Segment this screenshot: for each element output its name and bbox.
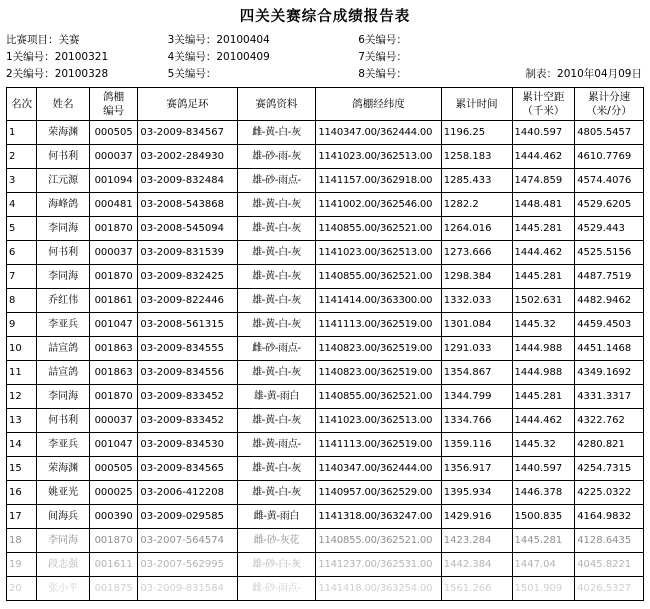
- cell-speed: 4574.4076: [575, 169, 644, 193]
- table-row: [7, 169, 644, 193]
- meta-stage6-label: 6关编号：: [358, 34, 407, 46]
- cell-loft: 000037: [89, 409, 138, 433]
- col-header-loft-line2: 编号: [103, 105, 125, 117]
- meta-stage5-label: 5关编号：: [167, 68, 217, 80]
- table-row: [7, 217, 644, 241]
- table-row: [7, 289, 644, 313]
- cell-info: 雄-黄-雨点-: [237, 433, 316, 457]
- table-row: [7, 121, 644, 145]
- meta-maker-value: 2010年04月09日: [557, 68, 642, 80]
- cell-distance: 1446.378: [512, 481, 575, 505]
- cell-name: 荣海渊: [37, 121, 90, 145]
- cell-distance: 1445.281: [512, 265, 575, 289]
- cell-loft: 001870: [89, 529, 138, 553]
- meta-info-block: [6, 32, 644, 83]
- meta-stage1: [6, 49, 168, 66]
- table-row: [7, 193, 644, 217]
- cell-ring: 03-2009-834565: [138, 457, 237, 481]
- meta-stage2: [6, 66, 168, 83]
- meta-stage1-value: 20100321: [54, 51, 109, 63]
- cell-distance: 1474.859: [512, 169, 575, 193]
- cell-name: 何书利: [37, 409, 90, 433]
- cell-info: 雌-砂-雨点-: [237, 337, 316, 361]
- cell-ring: 03-2009-833452: [138, 385, 237, 409]
- cell-rank: 20: [7, 577, 37, 601]
- cell-speed: 4026.5327: [575, 577, 644, 601]
- cell-geo: 1140823.00/362519.00: [316, 361, 441, 385]
- results-table: [6, 87, 644, 601]
- table-row: [7, 337, 644, 361]
- cell-distance: 1445.281: [512, 217, 575, 241]
- cell-info: 雄-黄-白-灰: [237, 241, 316, 265]
- cell-speed: 4805.5457: [575, 121, 644, 145]
- cell-name: 姚亚光: [37, 481, 90, 505]
- cell-speed: 4487.7519: [575, 265, 644, 289]
- cell-geo: 1140957.00/362529.00: [316, 481, 441, 505]
- cell-name: 间海兵: [37, 505, 90, 529]
- col-header-loft-line1: 鸽棚: [103, 91, 125, 103]
- cell-info: 雄-黄-白-灰: [237, 289, 316, 313]
- cell-time: 1273.666: [441, 241, 512, 265]
- cell-loft: 000037: [89, 145, 138, 169]
- meta-stage2-label: 2关编号：: [6, 68, 55, 80]
- cell-geo: 1141157.00/362918.00: [316, 169, 441, 193]
- table-row: [7, 433, 644, 457]
- cell-rank: 3: [7, 169, 37, 193]
- cell-geo: 1141418.00/363254.00: [316, 577, 441, 601]
- meta-stage4-label: 4关编号：: [167, 51, 217, 63]
- col-header-geo-line1: 鸽棚经纬度: [352, 98, 405, 110]
- meta-event: 比赛项目：关赛: [6, 34, 80, 46]
- cell-name: 段志强: [37, 553, 90, 577]
- cell-speed: 4225.0322: [575, 481, 644, 505]
- cell-name: 李同海: [37, 265, 90, 289]
- col-header-ring: [138, 88, 237, 121]
- table-row: [7, 505, 644, 529]
- col-header-name-line1: 姓名: [52, 98, 74, 110]
- cell-rank: 6: [7, 241, 37, 265]
- col-header-distance: [512, 88, 575, 121]
- cell-distance: 1445.281: [512, 529, 575, 553]
- cell-time: 1285.433: [441, 169, 512, 193]
- cell-rank: 11: [7, 361, 37, 385]
- cell-rank: 10: [7, 337, 37, 361]
- cell-rank: 4: [7, 193, 37, 217]
- cell-info: 雄-黄-白-灰: [237, 361, 316, 385]
- col-header-rank-line1: 名次: [11, 98, 33, 110]
- cell-speed: 4322.762: [575, 409, 644, 433]
- table-row: [7, 553, 644, 577]
- meta-stage6: [358, 32, 525, 49]
- cell-time: 1334.766: [441, 409, 512, 433]
- cell-distance: 1444.988: [512, 361, 575, 385]
- cell-loft: 000505: [89, 457, 138, 481]
- cell-speed: 4529.443: [575, 217, 644, 241]
- cell-distance: 1444.462: [512, 145, 575, 169]
- col-header-speed-line1: 累计分速: [588, 91, 631, 103]
- table-row: [7, 481, 644, 505]
- cell-ring: 03-2009-822446: [138, 289, 237, 313]
- meta-stage7: [358, 49, 525, 66]
- cell-geo: 1140855.00/362521.00: [316, 529, 441, 553]
- cell-info: 雄-砂-雨点-: [237, 169, 316, 193]
- cell-info: 雌-黄-雨白: [237, 505, 316, 529]
- col-header-speed: [575, 88, 644, 121]
- cell-time: 1359.116: [441, 433, 512, 457]
- meta-stage2-value: 20100328: [54, 68, 109, 80]
- cell-name: 詰宣鸽: [37, 337, 90, 361]
- cell-rank: 2: [7, 145, 37, 169]
- meta-stage8: [358, 66, 525, 83]
- cell-name: 何书利: [37, 241, 90, 265]
- cell-rank: 9: [7, 313, 37, 337]
- cell-distance: 1502.631: [512, 289, 575, 313]
- cell-loft: 001861: [89, 289, 138, 313]
- cell-geo: 1141023.00/362513.00: [316, 409, 441, 433]
- cell-speed: 4482.9462: [575, 289, 644, 313]
- table-row: [7, 409, 644, 433]
- cell-rank: 1: [7, 121, 37, 145]
- cell-speed: 4451.1468: [575, 337, 644, 361]
- meta-maker-label: 制表：: [525, 68, 558, 80]
- cell-ring: 03-2009-834530: [138, 433, 237, 457]
- cell-distance: 1448.481: [512, 193, 575, 217]
- cell-geo: 1141023.00/362513.00: [316, 241, 441, 265]
- cell-loft: 001863: [89, 337, 138, 361]
- cell-rank: 7: [7, 265, 37, 289]
- cell-time: 1395.934: [441, 481, 512, 505]
- cell-info: 雄-黄-白-灰: [237, 457, 316, 481]
- cell-time: 1442.384: [441, 553, 512, 577]
- cell-rank: 5: [7, 217, 37, 241]
- cell-distance: 1440.597: [512, 121, 575, 145]
- cell-loft: 001870: [89, 265, 138, 289]
- col-header-time: [441, 88, 512, 121]
- cell-distance: 1444.988: [512, 337, 575, 361]
- meta-stage7-label: 7关编号：: [358, 51, 407, 63]
- cell-name: 詰宣鸽: [37, 361, 90, 385]
- cell-rank: 12: [7, 385, 37, 409]
- cell-ring: 03-2009-832484: [138, 169, 237, 193]
- meta-stage1-label: 1关编号：: [6, 51, 55, 63]
- cell-loft: 001863: [89, 361, 138, 385]
- meta-row: [6, 49, 644, 66]
- col-header-speed-line2: （米/分）: [586, 105, 632, 117]
- cell-info: 雄-黄-雨白: [237, 385, 316, 409]
- col-header-loft: [89, 88, 138, 121]
- cell-speed: 4349.1692: [575, 361, 644, 385]
- cell-loft: 001870: [89, 385, 138, 409]
- cell-time: 1264.016: [441, 217, 512, 241]
- cell-rank: 13: [7, 409, 37, 433]
- cell-geo: 1141023.00/362513.00: [316, 145, 441, 169]
- table-header-row: [7, 88, 644, 121]
- cell-speed: 4459.4503: [575, 313, 644, 337]
- cell-ring: 03-2009-834567: [138, 121, 237, 145]
- col-header-ring-line1: 赛鸽足环: [166, 98, 209, 110]
- cell-name: 乔红伟: [37, 289, 90, 313]
- col-header-rank: [7, 88, 37, 121]
- cell-ring: 03-2008-545094: [138, 217, 237, 241]
- meta-stage8-label: 8关编号：: [358, 68, 407, 80]
- cell-time: 1301.084: [441, 313, 512, 337]
- meta-stage5: [168, 66, 359, 83]
- cell-ring: 03-2007-562995: [138, 553, 237, 577]
- cell-geo: 1140855.00/362521.00: [316, 385, 441, 409]
- cell-distance: 1445.32: [512, 313, 575, 337]
- cell-geo: 1140347.00/362444.00: [316, 457, 441, 481]
- cell-time: 1291.033: [441, 337, 512, 361]
- cell-distance: 1500.835: [512, 505, 575, 529]
- cell-loft: 000025: [89, 481, 138, 505]
- meta-maker-date: [526, 66, 644, 83]
- cell-geo: 1140855.00/362521.00: [316, 265, 441, 289]
- cell-ring: 03-2007-564574: [138, 529, 237, 553]
- cell-distance: 1445.32: [512, 433, 575, 457]
- cell-distance: 1440.597: [512, 457, 575, 481]
- cell-loft: 001047: [89, 313, 138, 337]
- cell-speed: 4254.7315: [575, 457, 644, 481]
- table-row: [7, 265, 644, 289]
- cell-time: 1356.917: [441, 457, 512, 481]
- cell-name: 李同海: [37, 529, 90, 553]
- cell-ring: 03-2009-029585: [138, 505, 237, 529]
- col-header-geo: [316, 88, 441, 121]
- table-row: [7, 577, 644, 601]
- table-row: [7, 361, 644, 385]
- cell-name: 李同海: [37, 217, 90, 241]
- cell-distance: 1444.462: [512, 241, 575, 265]
- cell-name: 李同海: [37, 385, 90, 409]
- cell-time: 1298.384: [441, 265, 512, 289]
- cell-name: 李亚兵: [37, 313, 90, 337]
- cell-distance: 1501.909: [512, 577, 575, 601]
- table-row: [7, 145, 644, 169]
- cell-ring: 03-2009-831539: [138, 241, 237, 265]
- col-header-distance-line2: （千米）: [522, 105, 565, 117]
- cell-speed: 4280.821: [575, 433, 644, 457]
- col-header-name: [37, 88, 90, 121]
- cell-info: 雄-砂-白-灰: [237, 553, 316, 577]
- cell-info: 雌-砂-雨点-: [237, 577, 316, 601]
- meta-stage3-value: 20100404: [216, 34, 270, 46]
- meta-blank-1: [526, 32, 644, 49]
- cell-ring: 03-2002-284930: [138, 145, 237, 169]
- cell-time: 1423.284: [441, 529, 512, 553]
- cell-info: 雄-黄-白-灰: [237, 481, 316, 505]
- meta-stage4-value: 20100409: [216, 51, 270, 63]
- col-header-info-line1: 赛鸽资料: [255, 98, 298, 110]
- cell-geo: 1140823.00/362519.00: [316, 337, 441, 361]
- table-body: [7, 121, 644, 601]
- cell-rank: 18: [7, 529, 37, 553]
- cell-info: 雄-黄-白-灰: [237, 313, 316, 337]
- cell-rank: 19: [7, 553, 37, 577]
- table-header: [7, 88, 644, 121]
- cell-speed: 4045.8221: [575, 553, 644, 577]
- cell-rank: 8: [7, 289, 37, 313]
- meta-stage3: [168, 32, 359, 49]
- cell-loft: 001611: [89, 553, 138, 577]
- table-row: [7, 241, 644, 265]
- meta-row: [6, 66, 644, 83]
- cell-ring: 03-2009-832425: [138, 265, 237, 289]
- cell-name: 海峰鸽: [37, 193, 90, 217]
- cell-info: 雄-砂-雨-灰: [237, 145, 316, 169]
- cell-distance: 1444.462: [512, 409, 575, 433]
- cell-loft: 000037: [89, 241, 138, 265]
- cell-ring: 03-2009-831584: [138, 577, 237, 601]
- cell-time: 1282.2: [441, 193, 512, 217]
- cell-loft: 000505: [89, 121, 138, 145]
- cell-info: 雄-黄-白-灰: [237, 193, 316, 217]
- cell-loft: 001870: [89, 217, 138, 241]
- cell-time: 1344.799: [441, 385, 512, 409]
- cell-time: 1561.266: [441, 577, 512, 601]
- cell-time: 1196.25: [441, 121, 512, 145]
- cell-loft: 001875: [89, 577, 138, 601]
- cell-geo: 1141237.00/362531.00: [316, 553, 441, 577]
- cell-rank: 14: [7, 433, 37, 457]
- cell-name: 荣海渊: [37, 457, 90, 481]
- cell-geo: 1141113.00/362519.00: [316, 433, 441, 457]
- cell-ring: 03-2008-561315: [138, 313, 237, 337]
- cell-name: 江元源: [37, 169, 90, 193]
- cell-speed: 4164.9832: [575, 505, 644, 529]
- cell-time: 1429.916: [441, 505, 512, 529]
- cell-info: 雄-黄-白-灰: [237, 217, 316, 241]
- cell-loft: 000481: [89, 193, 138, 217]
- cell-info: 雄-黄-白-灰: [237, 265, 316, 289]
- meta-stage4: [168, 49, 359, 66]
- cell-info: 雄-黄-白-灰: [237, 409, 316, 433]
- cell-ring: 03-2008-543868: [138, 193, 237, 217]
- cell-geo: 1141318.00/363247.00: [316, 505, 441, 529]
- cell-ring: 03-2006-412208: [138, 481, 237, 505]
- cell-loft: 000390: [89, 505, 138, 529]
- page-title: 四关关赛综合成绩报告表: [239, 9, 411, 25]
- cell-speed: 4529.6205: [575, 193, 644, 217]
- cell-distance: 1445.281: [512, 385, 575, 409]
- cell-ring: 03-2009-833452: [138, 409, 237, 433]
- table-row: [7, 385, 644, 409]
- cell-speed: 4525.5156: [575, 241, 644, 265]
- cell-info: 雌-黄-白-灰: [237, 121, 316, 145]
- table-row: [7, 529, 644, 553]
- meta-row: [6, 32, 644, 49]
- cell-name: 李亚兵: [37, 433, 90, 457]
- meta-blank-2: [526, 49, 644, 66]
- table-row: [7, 313, 644, 337]
- cell-loft: 001047: [89, 433, 138, 457]
- cell-rank: 17: [7, 505, 37, 529]
- cell-time: 1258.183: [441, 145, 512, 169]
- cell-ring: 03-2009-834555: [138, 337, 237, 361]
- cell-info: 雌-砂-灰花: [237, 529, 316, 553]
- cell-name: 张小平: [37, 577, 90, 601]
- cell-ring: 03-2009-834556: [138, 361, 237, 385]
- cell-geo: 1141002.00/362546.00: [316, 193, 441, 217]
- table-row: [7, 457, 644, 481]
- col-header-distance-line1: 累计空距: [522, 91, 565, 103]
- cell-rank: 15: [7, 457, 37, 481]
- cell-speed: 4331.3317: [575, 385, 644, 409]
- cell-geo: 1141414.00/363300.00: [316, 289, 441, 313]
- cell-speed: 4128.6435: [575, 529, 644, 553]
- cell-time: 1332.033: [441, 289, 512, 313]
- cell-loft: 001094: [89, 169, 138, 193]
- col-header-info: [237, 88, 316, 121]
- cell-geo: 1140855.00/362521.00: [316, 217, 441, 241]
- cell-time: 1354.867: [441, 361, 512, 385]
- cell-rank: 16: [7, 481, 37, 505]
- col-header-time-line1: 累计时间: [455, 98, 498, 110]
- meta-stage3-label: 3关编号：: [167, 34, 217, 46]
- cell-name: 何书利: [37, 145, 90, 169]
- cell-distance: 1447.04: [512, 553, 575, 577]
- cell-geo: 1141113.00/362519.00: [316, 313, 441, 337]
- cell-speed: 4610.7769: [575, 145, 644, 169]
- cell-geo: 1140347.00/362444.00: [316, 121, 441, 145]
